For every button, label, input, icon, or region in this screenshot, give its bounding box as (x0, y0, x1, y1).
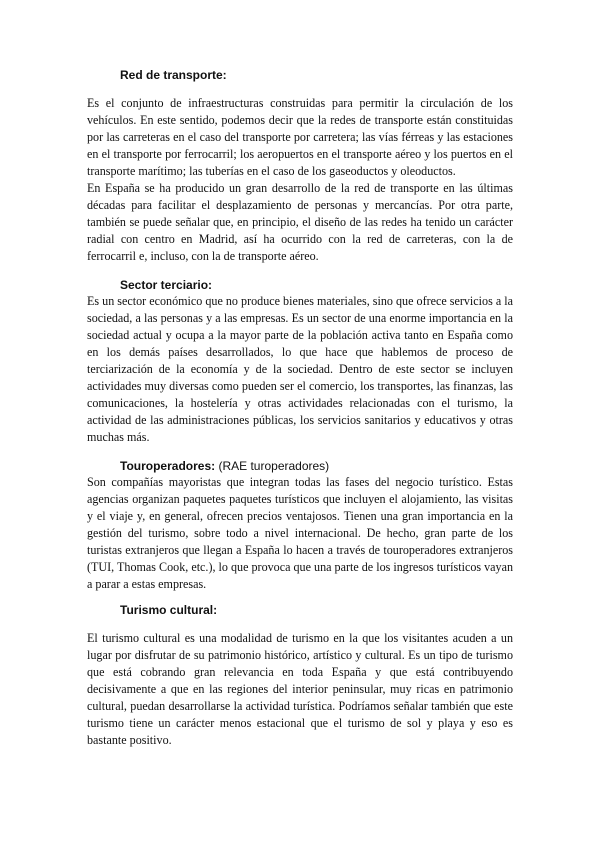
paragraph: Son compañías mayoristas que integran todas las fases del negocio turístico. Estas agencias organizan paquetes paquetes turísticos que incluyen el alojamiento, las visitas y el viaje y, en general, ofrecen precios ventajosos. Tienen una gran importancia en la gestión del turismo, sobre todo a nivel internacional. De hecho, gran parte de los turistas extranjeros que llegan a España lo hacen a través de touroperadores extranjeros (TUI, Thomas Cook, etc.), lo que provoca que una parte de los ingresos turísticos vayan a parar a estas empresas. (87, 475, 513, 591)
paragraph: El turismo cultural es una modalidad de turismo en la que los visitantes acuden a un lugar por disfrutar de su patrimonio histórico, artístico y cultural. Es un tipo de turismo que está cobrando gran relevancia en toda España y que está contribuyendo decisivamente a que en las regiones del interior peninsular, muy ricas en patrimonio cultural, puedan desarrollarse la actividad turística. Podríamos señalar también que este turismo tiene un carácter menos estacional que el turismo de sol y playa y eso es bastante positivo. (87, 631, 513, 747)
section-heading (120, 68, 513, 83)
heading-note: (RAE turoperadores) (215, 459, 330, 473)
section-heading (120, 278, 513, 293)
section-heading (120, 459, 513, 474)
section-touroperadores (87, 459, 513, 593)
heading-text: Red de transporte: (120, 68, 227, 82)
section-sector-terciario (87, 278, 513, 446)
paragraph: Es el conjunto de infraestructuras construidas para permitir la circulación de los vehículos. En este sentido, podemos decir que la redes de transporte están constituidas por las carreteras en el caso del transporte por carretera; las vías férreas y las estaciones en el transporte por ferrocarril; los aeropuertos en el transporte aéreo y los puertos en el transporte marítimo; las tuberías en el caso de los gaseoductos y oleoductos. (87, 96, 513, 178)
section-red-de-transporte (87, 68, 513, 265)
paragraph: En España se ha producido un gran desarrollo de la red de transporte en las últimas décadas para facilitar el desplazamiento de personas y mercancías. Por otra parte, también se puede señalar que, en principio, el diseño de las redes ha tenido un carácter radial con centro en Madrid, así ha ocurrido con la red de carreteras, con la de ferrocarril e, incluso, con la de transporte aéreo. (87, 181, 513, 263)
section-heading (120, 603, 513, 618)
section-turismo-cultural (87, 603, 513, 749)
heading-text: Sector terciario: (120, 278, 213, 292)
heading-text: Touroperadores: (120, 459, 216, 473)
paragraph: Es un sector económico que no produce bienes materiales, sino que ofrece servicios a la sociedad, a las personas y a las empresas. Es un sector de una enorme importancia en la sociedad actual y ocupa a la mayor parte de la población activa tanto en España como en los demás países desarrollados, lo que hace que hablemos de proceso de terciarización de la economía y de la sociedad. Dentro de este sector se incluyen actividades muy diversas como pueden ser el comercio, los transportes, las finanzas, las comunicaciones, la hostelería y otras actividades relacionadas con el turismo, la actividad de las administraciones públicas, los servicios sanitarios y educativos y otras muchas más. (87, 294, 513, 444)
heading-text: Turismo cultural: (120, 603, 218, 617)
